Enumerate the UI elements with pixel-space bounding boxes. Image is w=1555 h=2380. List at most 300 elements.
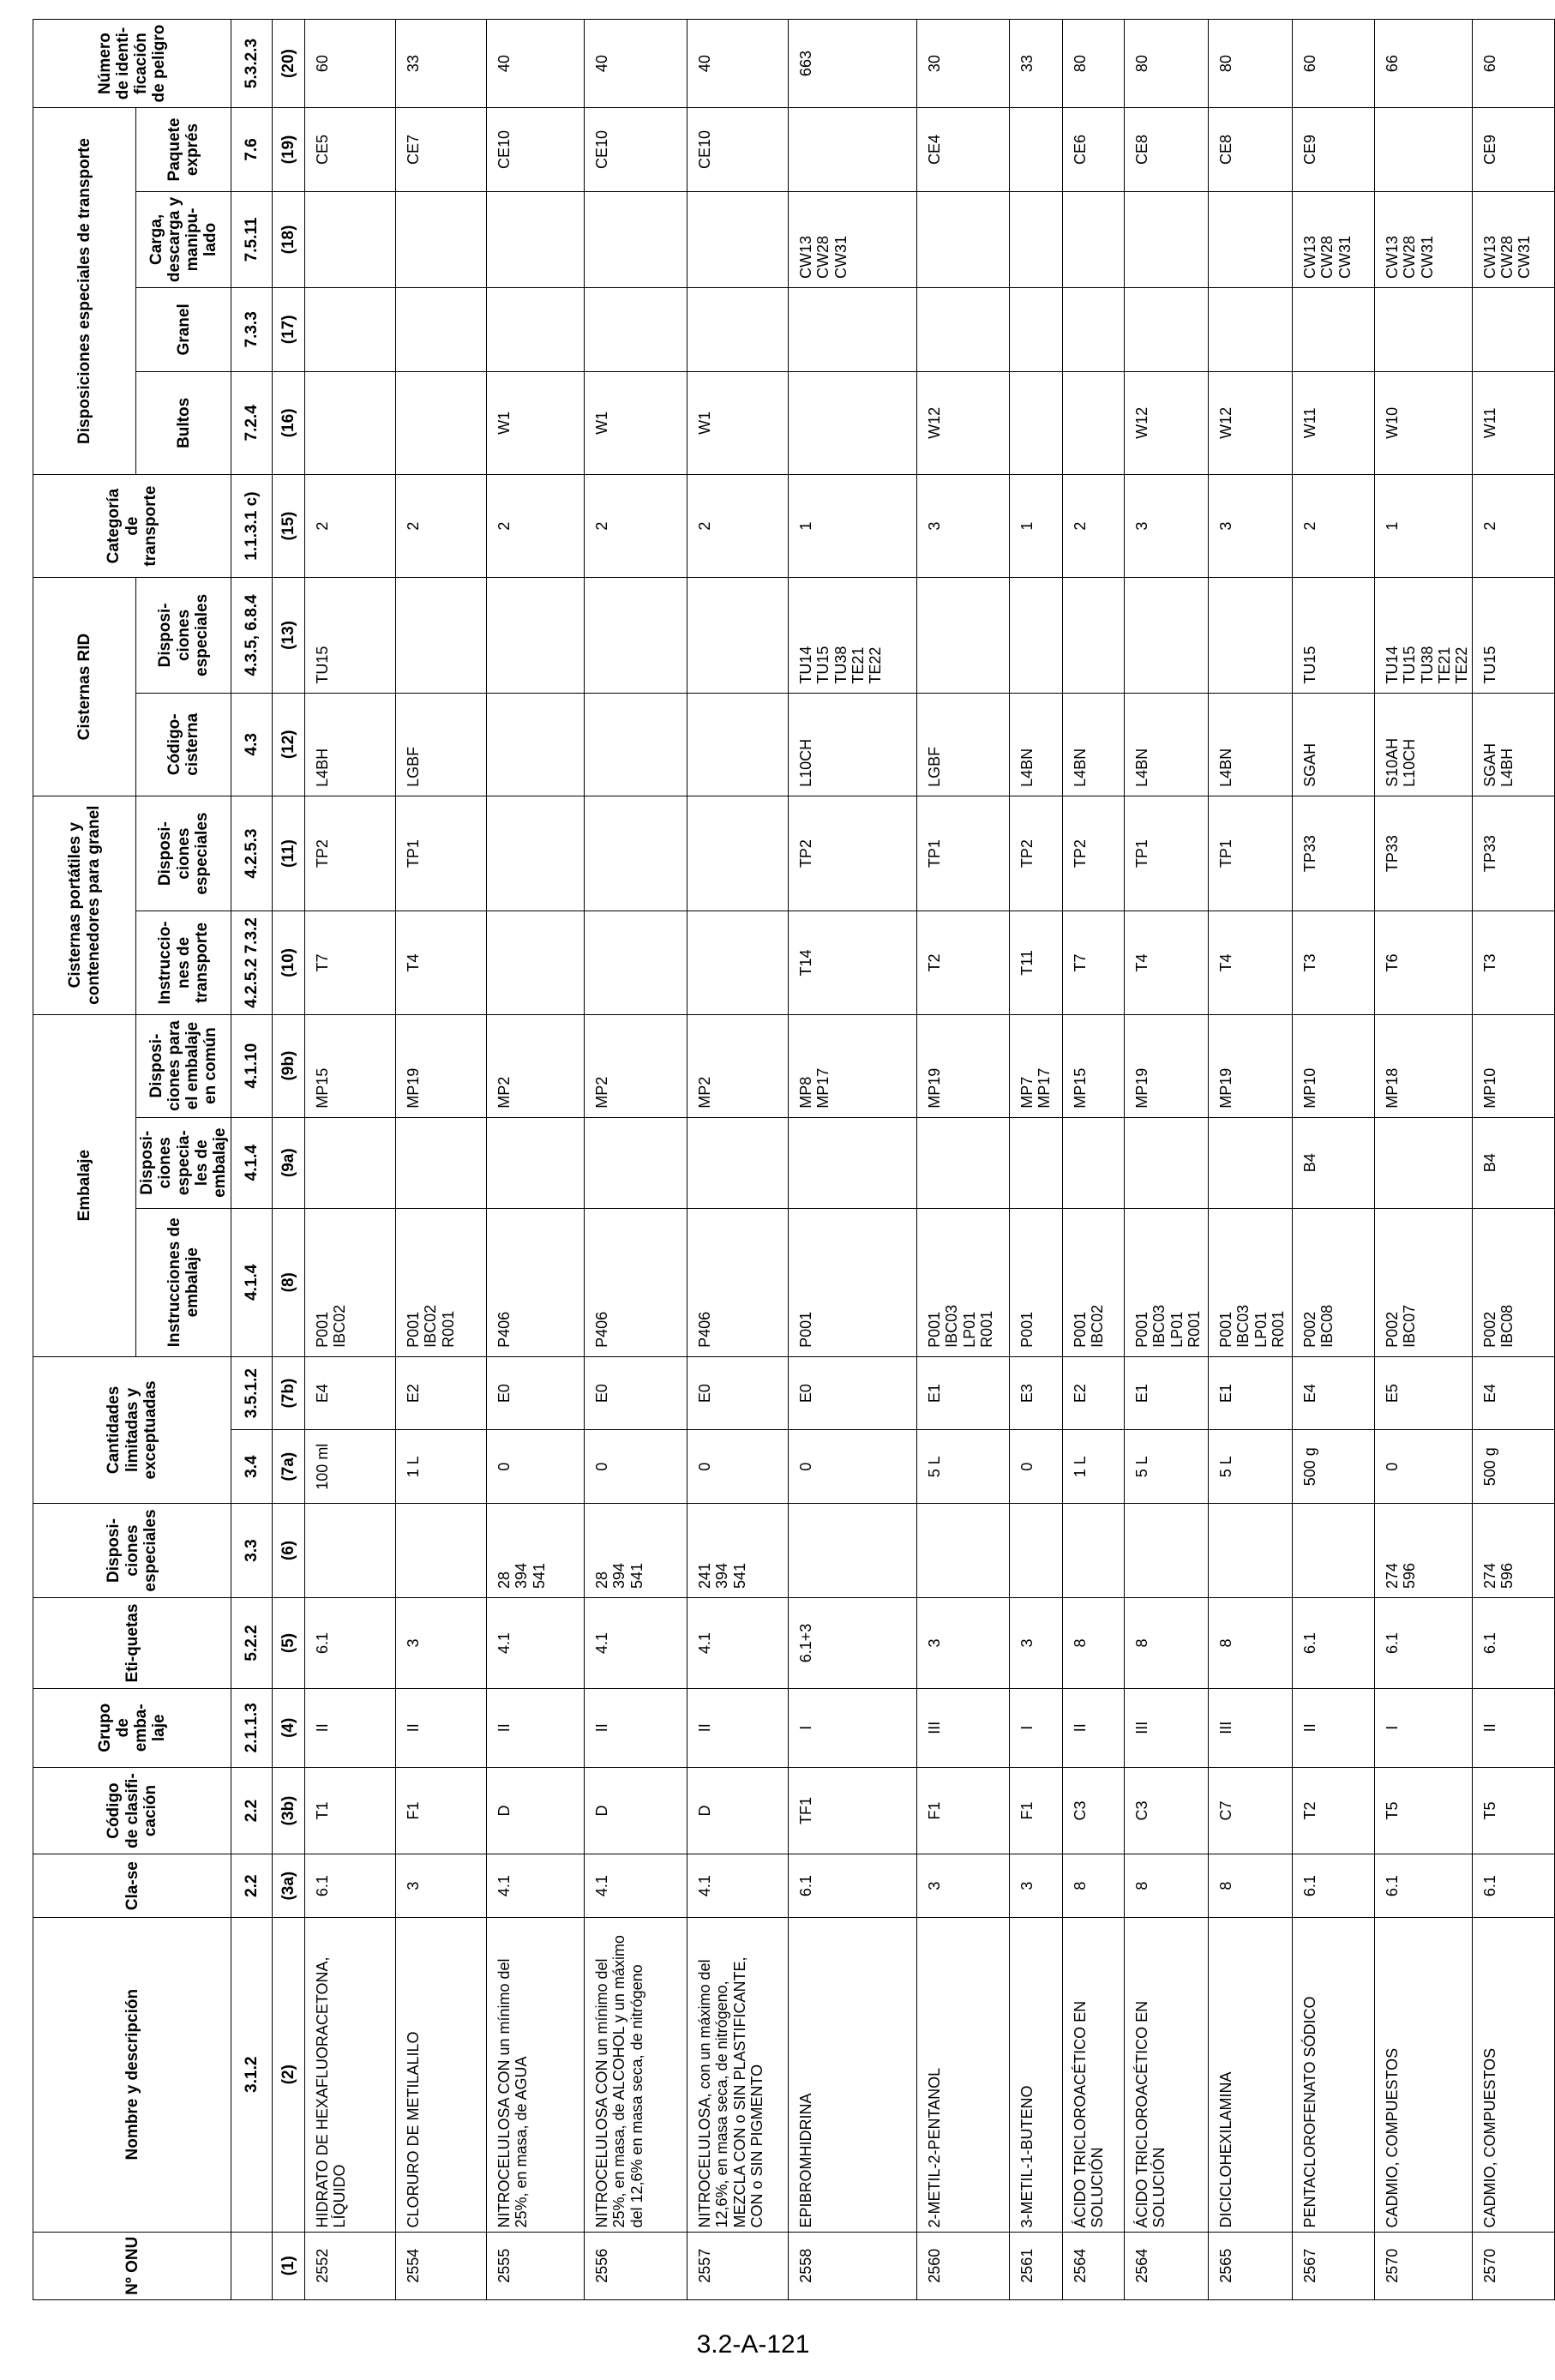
header-hazard-id: Número de identi-ficación de peligro: [33, 20, 231, 108]
header-name: Nombre y descripción: [33, 1917, 231, 2232]
cell-mix: MP19: [1125, 1014, 1209, 1117]
cell-eq: E0: [789, 1356, 917, 1430]
cell-spp: [1010, 1117, 1063, 1208]
cell-cat: 2: [1293, 474, 1375, 577]
cell-cat: 2: [585, 474, 687, 577]
cell-labels: 3: [396, 1598, 487, 1689]
cell-exp: CE10: [687, 108, 789, 192]
column-number-cell: (3b): [273, 1767, 305, 1854]
cell-port: T6: [1375, 911, 1473, 1014]
cell-un: 2561: [1010, 2232, 1063, 2299]
cell-pkg: W1: [687, 371, 789, 474]
reference-cell: 3.4: [231, 1430, 273, 1504]
cell-name: CLORURO DE METILALILO: [396, 1917, 487, 2232]
cell-pg: I: [1375, 1688, 1473, 1767]
cell-hin: 80: [1125, 20, 1209, 108]
column-number-cell: (20): [273, 20, 305, 108]
cell-name: NITROCELULOSA CON un mínimo del 25%, en masa, de ALCOHOL y un máximo del 12,6% en masa seca, de nitrógeno: [585, 1917, 687, 2232]
cell-cls: 6.1: [1473, 1854, 1555, 1917]
cell-un: 2570: [1375, 2232, 1473, 2299]
cell-exp: [1375, 108, 1473, 192]
cell-un: 2558: [789, 2232, 917, 2299]
table-row: [687, 20, 789, 2300]
cell-port: T11: [1010, 911, 1063, 1014]
cell-tp: TP2: [1063, 796, 1125, 911]
table-row: [1209, 20, 1293, 2300]
cell-hin: 60: [1293, 20, 1375, 108]
header-tank-special: Disposi-ciones especiales: [136, 796, 231, 911]
cell-spp: [1063, 1117, 1125, 1208]
cell-rid: [917, 578, 1010, 693]
cell-cls: 4.1: [585, 1854, 687, 1917]
header-special-packing: Disposi-ciones especia-les de embalaje: [136, 1117, 231, 1208]
cell-tank: [487, 693, 585, 796]
cell-lq: 1 L: [396, 1430, 487, 1504]
cell-cls: 3: [1010, 1854, 1063, 1917]
cell-tank: L4BN: [1209, 693, 1293, 796]
header-bulk: Granel: [136, 287, 231, 371]
cell-pkg: [1010, 371, 1063, 474]
cell-sp: [917, 1503, 1010, 1597]
cell-eq: E1: [1209, 1356, 1293, 1430]
cell-port: [687, 911, 789, 1014]
cell-tp: TP33: [1473, 796, 1555, 911]
cell-hin: 60: [1473, 20, 1555, 108]
cell-un: 2555: [487, 2232, 585, 2299]
cell-eq: E5: [1375, 1356, 1473, 1430]
cell-spp: [789, 1117, 917, 1208]
cell-un: 2556: [585, 2232, 687, 2299]
column-number-cell: (19): [273, 108, 305, 192]
cell-lq: 5 L: [1125, 1430, 1209, 1504]
table-row: [789, 20, 917, 2300]
cell-cat: 2: [1063, 474, 1125, 577]
cell-eq: E2: [1063, 1356, 1125, 1430]
cell-port: T14: [789, 911, 917, 1014]
cell-tp: TP1: [396, 796, 487, 911]
cell-spp: [305, 1117, 396, 1208]
cell-un: 2564: [1125, 2232, 1209, 2299]
column-number-cell: (7b): [273, 1356, 305, 1430]
cell-labels: 8: [1125, 1598, 1209, 1689]
column-number-cell: (1): [273, 2232, 305, 2299]
cell-sp: 241 394 541: [687, 1503, 789, 1597]
cell-tank: LGBF: [396, 693, 487, 796]
cell-eq: E2: [396, 1356, 487, 1430]
column-number-cell: (16): [273, 371, 305, 474]
column-number-cell: (2): [273, 1917, 305, 2232]
cell-bulk: [1473, 287, 1555, 371]
cell-mix: MP15: [305, 1014, 396, 1117]
cell-sp: [1293, 1503, 1375, 1597]
cell-hin: 40: [487, 20, 585, 108]
cell-port: T4: [1209, 911, 1293, 1014]
cell-un: 2557: [687, 2232, 789, 2299]
cell-name: DICICLOHEXILAMINA: [1209, 1917, 1293, 2232]
cell-lq: 0: [1010, 1430, 1063, 1504]
cell-un: 2567: [1293, 2232, 1375, 2299]
cell-sp: [396, 1503, 487, 1597]
header-class-code: Código de clasifi-cación: [33, 1767, 231, 1854]
cell-spp: [687, 1117, 789, 1208]
cell-tp: [487, 796, 585, 911]
cell-cat: 2: [687, 474, 789, 577]
cell-labels: 8: [1063, 1598, 1125, 1689]
table-row: [1473, 20, 1555, 2300]
cell-pg: II: [687, 1688, 789, 1767]
cell-rid: [585, 578, 687, 693]
reference-cell: [231, 2232, 273, 2299]
cell-port: T4: [1125, 911, 1209, 1014]
cell-rid: [687, 578, 789, 693]
header-mixed-packing: Disposi-ciones para el embalaje en común: [136, 1014, 231, 1117]
cell-hin: 33: [396, 20, 487, 108]
cell-cat: 3: [1209, 474, 1293, 577]
reference-cell: 3.1.2: [231, 1917, 273, 2232]
cell-tank: L4BH: [305, 693, 396, 796]
cell-name: CADMIO, COMPUESTOS: [1375, 1917, 1473, 2232]
cell-bulk: [687, 287, 789, 371]
cell-pkg: W12: [917, 371, 1010, 474]
cell-port: T4: [396, 911, 487, 1014]
cell-cls: 8: [1125, 1854, 1209, 1917]
cell-exp: CE10: [487, 108, 585, 192]
cell-sp: 28 394 541: [487, 1503, 585, 1597]
cell-tank: L4BN: [1010, 693, 1063, 796]
cell-tank: S10AH L10CH: [1375, 693, 1473, 796]
cell-pi: P001 IBC03 LP01 R001: [1209, 1208, 1293, 1356]
cell-load: [1063, 191, 1125, 287]
cell-exp: CE6: [1063, 108, 1125, 192]
reference-cell: 3.3: [231, 1503, 273, 1597]
cell-pi: P001 IBC02 R001: [396, 1208, 487, 1356]
cell-mix: MP2: [687, 1014, 789, 1117]
header-special-provisions: Disposi-ciones especiales: [33, 1503, 231, 1597]
cell-bulk: [1293, 287, 1375, 371]
cell-sp: [1125, 1503, 1209, 1597]
cell-cat: 2: [305, 474, 396, 577]
cell-spp: [487, 1117, 585, 1208]
cell-bulk: [1010, 287, 1063, 371]
cell-code: D: [585, 1767, 687, 1854]
cell-lq: 0: [487, 1430, 585, 1504]
cell-lq: 500 g: [1293, 1430, 1375, 1504]
reference-cell: 4.2.5.2 7.3.2: [231, 911, 273, 1014]
cell-tp: TP1: [1125, 796, 1209, 911]
cell-labels: 3: [1010, 1598, 1063, 1689]
cell-cls: 3: [396, 1854, 487, 1917]
cell-labels: 6.1: [1473, 1598, 1555, 1689]
cell-hin: 66: [1375, 20, 1473, 108]
cell-mix: MP7 MP17: [1010, 1014, 1063, 1117]
cell-un: 2552: [305, 2232, 396, 2299]
cell-pi: P002 IBC07: [1375, 1208, 1473, 1356]
column-number-cell: (8): [273, 1208, 305, 1356]
reference-cell: 5.3.2.3: [231, 20, 273, 108]
cell-mix: MP19: [396, 1014, 487, 1117]
table-row: [1375, 20, 1473, 2300]
cell-pkg: W1: [487, 371, 585, 474]
cell-eq: E3: [1010, 1356, 1063, 1430]
cell-rid: TU14 TU15 TU38 TE21 TE22: [1375, 578, 1473, 693]
cell-tp: TP33: [1293, 796, 1375, 911]
reference-cell: 4.1.4: [231, 1117, 273, 1208]
table-row: [917, 20, 1010, 2300]
cell-rid: [1209, 578, 1293, 693]
cell-labels: 4.1: [687, 1598, 789, 1689]
cell-name: ÁCIDO TRICLOROACÉTICO EN SOLUCIÓN: [1063, 1917, 1125, 2232]
cell-name: NITROCELULOSA, con un máximo del 12,6%, en masa seca, de nitrógeno, MEZCLA CON o SIN PLASTIFICANTE, CON o SIN PIGMENTO: [687, 1917, 789, 2232]
cell-rid: TU15: [1293, 578, 1375, 693]
cell-tank: [687, 693, 789, 796]
cell-port: T7: [1063, 911, 1125, 1014]
cell-pi: P406: [687, 1208, 789, 1356]
cell-bulk: [789, 287, 917, 371]
cell-cat: 2: [1473, 474, 1555, 577]
cell-pg: II: [585, 1688, 687, 1767]
cell-pg: II: [396, 1688, 487, 1767]
cell-cls: 3: [917, 1854, 1010, 1917]
header-limited-excepted: Cantidades limitadas y exceptuadas: [33, 1356, 231, 1503]
cell-code: F1: [1010, 1767, 1063, 1854]
cell-sp: [1010, 1503, 1063, 1597]
cell-spp: [917, 1117, 1010, 1208]
cell-name: NITROCELULOSA CON un mínimo del 25%, en masa, de AGUA: [487, 1917, 585, 2232]
cell-mix: MP2: [487, 1014, 585, 1117]
header-tank-code: Código-cisterna: [136, 693, 231, 796]
reference-cell: 4.1.4: [231, 1208, 273, 1356]
cell-code: T5: [1375, 1767, 1473, 1854]
cell-bulk: [305, 287, 396, 371]
cell-pg: II: [1473, 1688, 1555, 1767]
cell-pg: II: [305, 1688, 396, 1767]
cell-bulk: [1209, 287, 1293, 371]
column-number-cell: (9b): [273, 1014, 305, 1117]
cell-code: T2: [1293, 1767, 1375, 1854]
cell-exp: [1010, 108, 1063, 192]
column-number-cell: (9a): [273, 1117, 305, 1208]
cell-tp: TP1: [1209, 796, 1293, 911]
cell-bulk: [396, 287, 487, 371]
cell-hin: 40: [585, 20, 687, 108]
cell-pi: P001: [1010, 1208, 1063, 1356]
cell-rid: TU14 TU15 TU38 TE21 TE22: [789, 578, 917, 693]
cell-hin: 33: [1010, 20, 1063, 108]
header-un-no: Nº ONU: [33, 2232, 231, 2299]
cell-mix: MP8 MP17: [789, 1014, 917, 1117]
cell-labels: 6.1: [1293, 1598, 1375, 1689]
cell-labels: 6.1: [1375, 1598, 1473, 1689]
header-instructions-transport: Instruccio-nes de transporte: [136, 911, 231, 1014]
cell-cat: 2: [487, 474, 585, 577]
cell-cat: 3: [917, 474, 1010, 577]
cell-exp: CE5: [305, 108, 396, 192]
column-number-cell: (13): [273, 578, 305, 693]
cell-tp: [585, 796, 687, 911]
cell-un: 2570: [1473, 2232, 1555, 2299]
cell-pg: III: [1125, 1688, 1209, 1767]
cell-tank: L4BN: [1063, 693, 1125, 796]
cell-name: ÁCIDO TRICLOROACÉTICO EN SOLUCIÓN: [1125, 1917, 1209, 2232]
cell-un: 2564: [1063, 2232, 1125, 2299]
cell-code: D: [487, 1767, 585, 1854]
cell-bulk: [585, 287, 687, 371]
cell-mix: MP10: [1293, 1014, 1375, 1117]
cell-hin: 30: [917, 20, 1010, 108]
cell-cls: 8: [1063, 1854, 1125, 1917]
page-number: 3.2-A-121: [696, 2330, 810, 2359]
cell-tank: SGAH L4BH: [1473, 693, 1555, 796]
reference-row: [231, 20, 273, 2300]
header-transport-category: Categoría de transporte: [33, 474, 231, 577]
cell-load: CW13 CW28 CW31: [789, 191, 917, 287]
cell-lq: 5 L: [1209, 1430, 1293, 1504]
cell-sp: [789, 1503, 917, 1597]
cell-bulk: [1125, 287, 1209, 371]
cell-cat: 1: [1010, 474, 1063, 577]
header-loading: Carga, descarga y manipu-lado: [136, 191, 231, 287]
cell-exp: CE7: [396, 108, 487, 192]
cell-cls: 4.1: [487, 1854, 585, 1917]
cell-exp: CE10: [585, 108, 687, 192]
column-number-cell: (17): [273, 287, 305, 371]
cell-pg: I: [1010, 1688, 1063, 1767]
cell-pkg: [789, 371, 917, 474]
header-packing-group: Grupo de emba-laje: [33, 1688, 231, 1767]
cell-lq: 100 ml: [305, 1430, 396, 1504]
cell-rid: [487, 578, 585, 693]
cell-rid: [1125, 578, 1209, 693]
reference-cell: 7.6: [231, 108, 273, 192]
header-packages: Bultos: [136, 371, 231, 474]
cell-name: EPIBROMHIDRINA: [789, 1917, 917, 2232]
cell-tank: L10CH: [789, 693, 917, 796]
cell-rid: [396, 578, 487, 693]
cell-tp: [687, 796, 789, 911]
cell-code: F1: [917, 1767, 1010, 1854]
cell-spp: [396, 1117, 487, 1208]
cell-mix: MP18: [1375, 1014, 1473, 1117]
column-number-cell: (11): [273, 796, 305, 911]
cell-pg: III: [917, 1688, 1010, 1767]
reference-cell: 2.2: [231, 1767, 273, 1854]
cell-pi: P001 IBC03 LP01 R001: [1125, 1208, 1209, 1356]
cell-labels: 3: [917, 1598, 1010, 1689]
cell-rid: TU15: [305, 578, 396, 693]
cell-exp: CE4: [917, 108, 1010, 192]
column-number-cell: (18): [273, 191, 305, 287]
cell-un: 2565: [1209, 2232, 1293, 2299]
cell-bulk: [487, 287, 585, 371]
cell-name: 2-METIL-2-PENTANOL: [917, 1917, 1010, 2232]
cell-pi: P002 IBC08: [1473, 1208, 1555, 1356]
table-row: [396, 20, 487, 2300]
cell-name: CADMIO, COMPUESTOS: [1473, 1917, 1555, 2232]
cell-tank: [585, 693, 687, 796]
cell-exp: CE8: [1209, 108, 1293, 192]
cell-load: [917, 191, 1010, 287]
cell-spp: [1125, 1117, 1209, 1208]
cell-cls: 8: [1209, 1854, 1293, 1917]
cell-load: [1209, 191, 1293, 287]
cell-cat: 3: [1125, 474, 1209, 577]
cell-load: [687, 191, 789, 287]
reference-cell: 1.1.3.1 c): [231, 474, 273, 577]
cell-spp: [1375, 1117, 1473, 1208]
cell-pkg: W11: [1473, 371, 1555, 474]
cell-lq: 5 L: [917, 1430, 1010, 1504]
cell-tank: SGAH: [1293, 693, 1375, 796]
cell-un: 2560: [917, 2232, 1010, 2299]
cell-spp: B4: [1473, 1117, 1555, 1208]
cell-load: [1010, 191, 1063, 287]
cell-code: D: [687, 1767, 789, 1854]
cell-spp: [1209, 1117, 1293, 1208]
cell-port: T3: [1473, 911, 1555, 1014]
cell-code: T1: [305, 1767, 396, 1854]
cell-eq: E1: [917, 1356, 1010, 1430]
cell-cls: 6.1: [1375, 1854, 1473, 1917]
header-class: Cla-se: [33, 1854, 231, 1917]
cell-hin: 80: [1209, 20, 1293, 108]
cell-cls: 6.1: [1293, 1854, 1375, 1917]
cell-mix: MP19: [1209, 1014, 1293, 1117]
cell-pg: II: [487, 1688, 585, 1767]
cell-exp: CE8: [1125, 108, 1209, 192]
column-number-cell: (10): [273, 911, 305, 1014]
cell-port: T7: [305, 911, 396, 1014]
cell-code: C3: [1063, 1767, 1125, 1854]
cell-mix: MP15: [1063, 1014, 1125, 1117]
reference-cell: 7.3.3: [231, 287, 273, 371]
column-number-cell: (4): [273, 1688, 305, 1767]
header-special-transport: Disposiciones especiales de transporte: [33, 108, 136, 475]
table-row: [1293, 20, 1375, 2300]
cell-lq: 500 g: [1473, 1430, 1555, 1504]
cell-pg: II: [1063, 1688, 1125, 1767]
cell-eq: E0: [687, 1356, 789, 1430]
cell-hin: 663: [789, 20, 917, 108]
cell-tank: LGBF: [917, 693, 1010, 796]
cell-eq: E4: [1293, 1356, 1375, 1430]
cell-cls: 6.1: [305, 1854, 396, 1917]
table-row: [305, 20, 396, 2300]
cell-tp: TP33: [1375, 796, 1473, 911]
cell-pkg: W10: [1375, 371, 1473, 474]
cell-spp: B4: [1293, 1117, 1375, 1208]
cell-lq: 0: [789, 1430, 917, 1504]
cell-eq: E4: [305, 1356, 396, 1430]
rotated-table-area: [33, 19, 1534, 2300]
cell-cat: 1: [789, 474, 917, 577]
cell-sp: 28 394 541: [585, 1503, 687, 1597]
reference-cell: 5.2.2: [231, 1598, 273, 1689]
cell-tank: L4BN: [1125, 693, 1209, 796]
cell-rid: [1063, 578, 1125, 693]
cell-pkg: [396, 371, 487, 474]
table-row: [1063, 20, 1125, 2300]
column-number-cell: (5): [273, 1598, 305, 1689]
cell-un: 2554: [396, 2232, 487, 2299]
table-body: [305, 20, 1555, 2300]
cell-load: CW13 CW28 CW31: [1375, 191, 1473, 287]
header-rid-tanks: Cisternas RID: [33, 578, 136, 796]
cell-sp: [1209, 1503, 1293, 1597]
cell-port: [487, 911, 585, 1014]
cell-pkg: [305, 371, 396, 474]
cell-code: C3: [1125, 1767, 1209, 1854]
cell-name: 3-METIL-1-BUTENO: [1010, 1917, 1063, 2232]
